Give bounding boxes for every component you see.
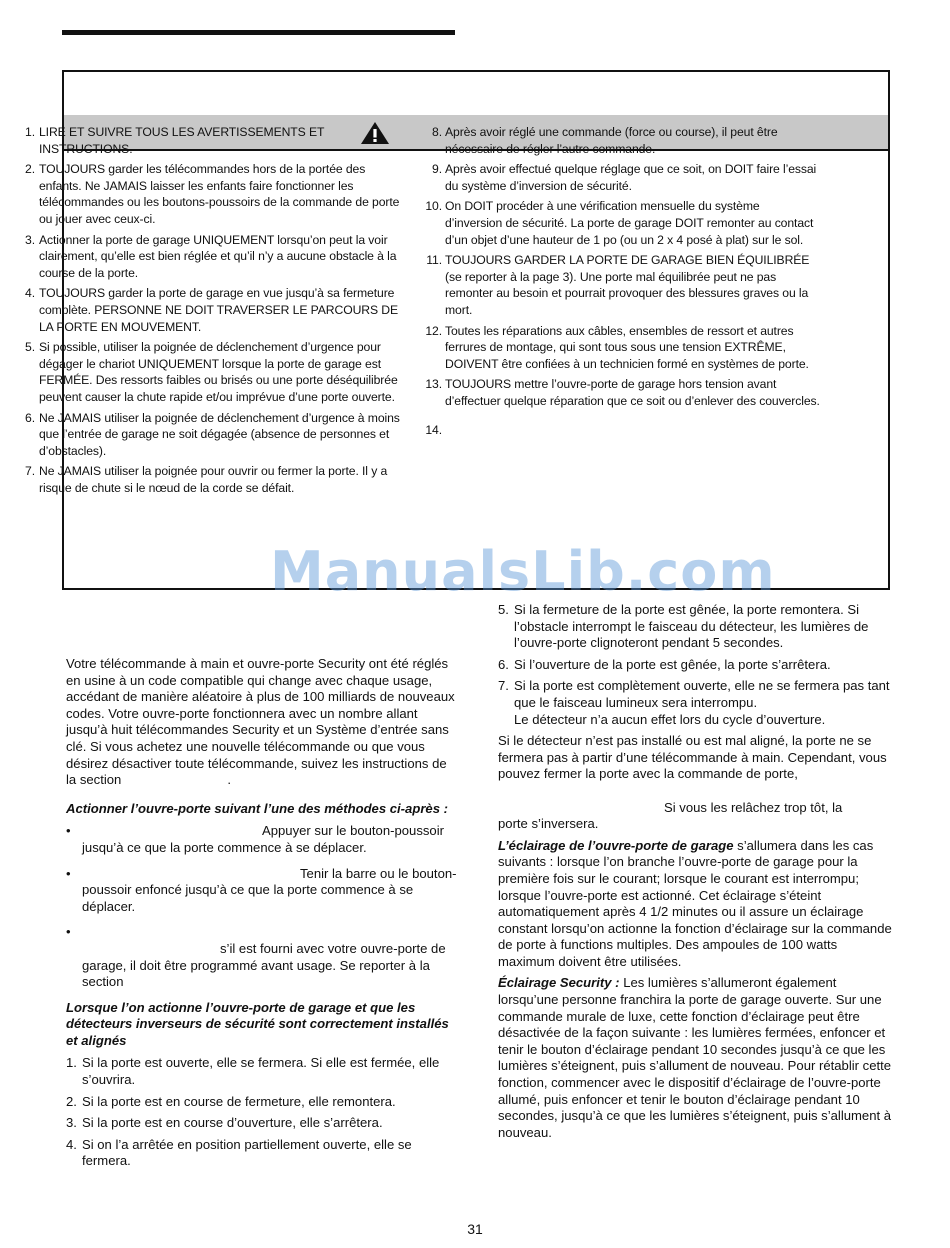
warning-item: 9. Après avoir effectué quelque réglage que ce soit, on DOIT faire l’essai du système d’inversion de sécurité. — [432, 162, 817, 193]
warning-list-left — [12, 124, 402, 500]
method-bullet: • Appuyer sur le bouton-poussoir jusqu’à ce que la porte commence à se déplacer. — [66, 823, 444, 855]
sensors-heading: Lorsque l’on actionne l’ouvre-porte de garage et que les détecteurs inverseurs de sécurité sont correctement installés et alignés — [66, 999, 449, 1048]
warning-title-row — [64, 72, 888, 117]
release-note: Si vous les relâchez trop tôt, la — [664, 799, 843, 815]
left-column — [66, 656, 458, 1175]
right-column — [498, 602, 894, 1141]
method-bullet: • Tenir la barre ou le bouton-poussoir enfoncé jusqu’à ce que la porte commence à se déplacer. — [66, 865, 457, 914]
method-bullet: • s’il est fourni avec votre ouvre-porte de garage, il doit être programmé avant usage. Se reporter à la section — [66, 924, 446, 990]
step-item: 1. Si la porte est ouverte, elle se fermera. Si elle est fermée, elle s’ouvrira. — [66, 1055, 440, 1088]
step-item: 4. Si on l’a arrêtée en position partiellement ouverte, elle se fermera. — [66, 1136, 412, 1169]
operation-steps-continued — [498, 602, 894, 728]
warning-item: 10. On DOIT procéder à une vérification mensuelle du système d’inversion de sécurité. La porte de garage DOIT remonter au contact d’un objet d’une hauteur de 1 po (ou un 2 x 4 posé à plat) sur le sol. — [425, 199, 814, 247]
step-item: 6. Si l’ouverture de la porte est gênée, la porte s’arrêtera. — [498, 656, 831, 672]
operation-steps — [66, 1055, 458, 1170]
step-item: 7. Si la porte est complètement ouverte, elle ne se fermera pas tant que le faisceau lumineux sera interrompu. Le détecteur n’a aucun effet lors du cycle d’ouverture. — [498, 678, 890, 727]
warning-item: 13. TOUJOURS mettre l’ouvre-porte de garage hors tension avant d’effectuer quelque réparation que ce soit ou d’enlever des couvercles. — [425, 377, 820, 408]
release-note-end: porte s’inversera. — [498, 816, 599, 832]
step-item: 2. Si la porte est en course de fermeture, elle remontera. — [66, 1093, 396, 1109]
methods-heading: Actionner l’ouvre-porte suivant l’une des méthodes ci-après : — [66, 800, 448, 816]
warning-list-right: 8. Après avoir réglé une commande (force ou course), il peut être nécessaire de régler l’autre commande. 9. Après avoir effectué quelque réglage que ce soit, on DOIT faire l’essai du système d’inversion de sécurité. 10. On DOIT procéder à une vérification mensuelle du système d’inversion de sécurité. La porte de garage DOIT remonter au contact d’un objet d’une hauteur de 1 po (ou un 2 x 4 posé à plat) sur le sol. 11. TOUJOURS GARDER LA PORTE DE GARAGE BIEN ÉQUILIBRÉE (se reporter à la page 3). Une porte mal équilibrée peut ne pas remonter au besoin et pourrait provoquer des blessures graves ou la mort. 12. Toutes les réparations aux câbles, ensembles de ressort et autres ferrures de montage, qui sont tous sous une tension EXTRÊME, DOIVENT être confiées à un technicien formé en systèmes de porte. 13. TOUJOURS mettre l’ouvre-porte de garage hors tension avant d’effectuer quelque réparation que ce soit ou d’enlever des couvercles. 14. — [420, 124, 820, 422]
step-item: 5. Si la fermeture de la porte est gênée, la porte remontera. Si l’obstacle interrompt le faisceau du détecteur, les lumières de l’ouvre-porte clignoteront pendant 5 secondes. — [498, 602, 869, 651]
step-item: 3. Si la porte est en course d’ouverture, elle s’arrêtera. — [66, 1115, 383, 1131]
watermark: ManualsLib.com — [270, 540, 776, 603]
warning-item: 8. Après avoir réglé une commande (force ou course), il peut être nécessaire de régler l’autre commande. — [432, 125, 778, 156]
security-lighting-paragraph: Éclairage Security : Les lumières s’allumeront également lorsqu’une personne franchira la porte de garage ouverte. Sur une commande murale de luxe, cette fonction d’éclairage peut être désactivée de la façon suivante : les lumières fermées, enfoncer et tenir le bouton d’éclairage pendant 10 secondes jusqu’à ce que les lumières s’éteignent, puis s’allument de nouveau. Pour rétablir cette fonction, commencer avec le dispositif d’éclairage de l’ouvre-porte allumé, puis enfoncer et tenir le bouton d’éclairage pendant 10 secondes, jusqu’à ce que les lumières s’éteignent, puis s’allument à nouveau. — [498, 975, 892, 1140]
warning-item: 3. Actionner la porte de garage UNIQUEMENT lorsqu’on peut la voir clairement, qu’elle est bien réglée et qu’il n’y a aucune obstacle à la course de la porte. — [25, 232, 397, 280]
warning-item: 7. Ne JAMAIS utiliser la poignée pour ouvrir ou fermer la porte. Il y a risque de chute si le nœud de la corde se défait. — [25, 464, 388, 495]
top-rule — [62, 30, 455, 35]
warning-item: 5. Si possible, utiliser la poignée de déclenchement d’urgence pour dégager le chariot UNIQUEMENT lorsque la porte de garage est FERMÉE. Des ressorts faibles ou brisés ou une porte déséquilibrée peuvent causer la chute rapide et/ou imprévue d’une porte ouverte. — [25, 340, 398, 404]
warning-item: 4. TOUJOURS garder la porte de garage en vue jusqu’à sa fermeture complète. PERSONNE NE DOIT TRAVERSER LE PARCOURS DE LA PORTE EN MOUVEMENT. — [25, 286, 399, 334]
warning-item: 2. TOUJOURS garder les télécommandes hors de la portée des enfants. Ne JAMAIS laisser les enfants faire fonctionner les télécommandes ou les boutons-poussoirs de la commande de porte ou jouer avec ceux-ci. — [25, 162, 400, 226]
warning-item: 6. Ne JAMAIS utiliser la poignée de déclenchement d’urgence à moins que l’entrée de garage ne soit dégagée (absence de personnes et d’obstacles). — [25, 410, 400, 458]
warning-item: 1. LIRE ET SUIVRE TOUS LES AVERTISSEMENTS ET INSTRUCTIONS. — [25, 125, 325, 156]
intro-paragraph: Votre télécommande à main et ouvre-porte Security ont été réglés en usine à un code compatible qui change avec chaque usage, accédant de manière aléatoire à plus de 100 milliards de nouveaux codes. Votre ouvre-porte fonctionnera avec un nombre allant jusqu’à huit télécommandes Security et un Système d’entrée sans clé. Si vous achetez une nouvelle télécommande ou que vous désirez désactiver toute télécommande, suivez les instructions de la section . — [66, 656, 455, 788]
sensor-paragraph: Si le détecteur n’est pas installé ou est mal aligné, la porte ne se fermera pas à partir d’une télécommande à main. Cependant, vous pouvez fermer la porte avec la commande de porte, — [498, 733, 887, 782]
step-note: Le détecteur n’a aucun effet lors du cycle d’ouverture. — [514, 711, 826, 727]
lighting-paragraph: L’éclairage de l’ouvre-porte de garage s’allumera dans les cas suivants : lorsque l’on branche l’ouvre-porte de garage pour la première fois sur le courant; lorsque le courant est interrompu; lorsque l’ouvre-porte est actionné. Cet éclairage s’éteint automatiquement après 4 1/2 minutes ou il assure un éclairage constant lorsqu’on actionne la fonction d’éclairage sur la commande de porte à functions multiples. Des ampoules de 100 watts maximum doivent être utilisées. — [498, 837, 892, 969]
warning-item: 11. TOUJOURS GARDER LA PORTE DE GARAGE BIEN ÉQUILIBRÉE (se reporter à la page 3). Une porte mal équilibrée peut ne pas remonter au besoin et pourrait provoquer des blessures graves ou la mort. — [426, 253, 810, 317]
warning-item: 12. Toutes les réparations aux câbles, ensembles de ressort et autres ferrures de montage, qui sont tous sous une tension EXTRÊME, DOIVENT être confiées à un technicien formé en systèmes de porte. — [425, 323, 809, 371]
page-number: 31 — [467, 1221, 483, 1237]
